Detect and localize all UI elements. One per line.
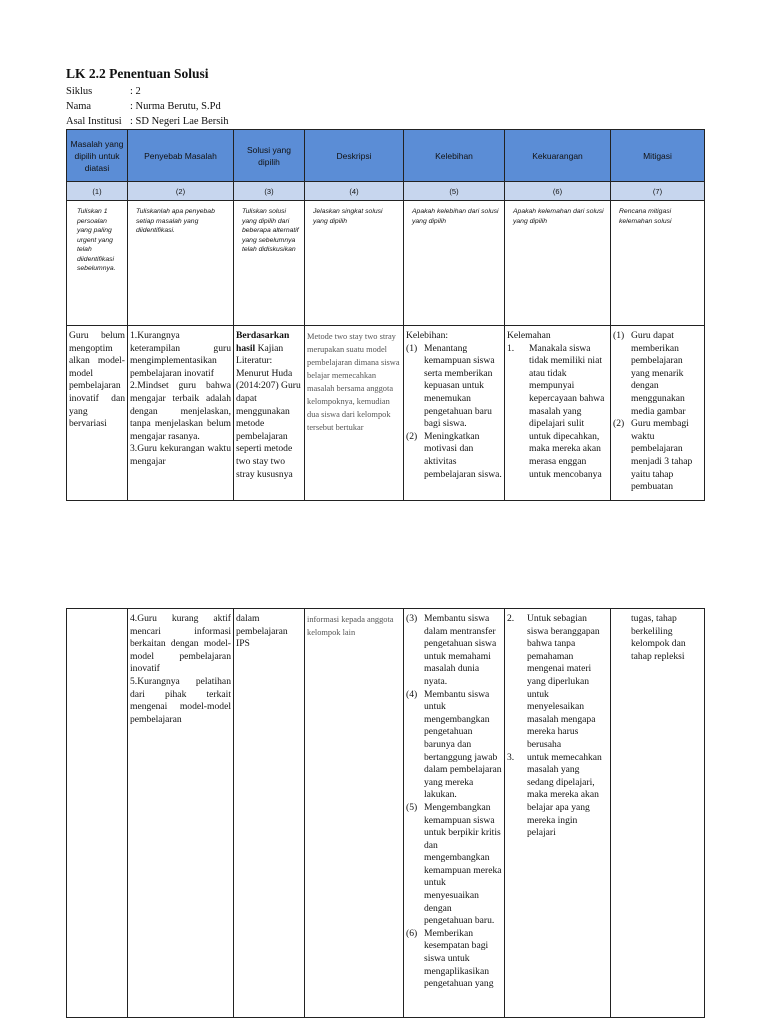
mitigasi-cell — [611, 326, 705, 501]
column-number: (2) — [128, 182, 234, 201]
solusi-cell — [234, 326, 305, 501]
column-number: (6) — [505, 182, 611, 201]
kelebihan-item: (1) Menantang kemampuan siswa serta memberikan kepuasan untuk menemukan pengetahuan baru bagi siswa. — [406, 342, 495, 430]
hint-text: Tuliskan 1 persoalan yang paling urgent yang telah diidentifikasi sebelumnya. — [67, 201, 128, 326]
content-row-continued — [67, 609, 705, 1018]
mitigasi-item: (2) Guru membagi waktu pembelajaran menjadi 3 tahap yaitu tahap pembuatan — [613, 418, 693, 493]
mitigasi-item: (1) Guru dapat memberikan pembelajaran yang menarik dengan menggunakan media gambar — [613, 330, 686, 417]
header-kekurangan: Kekuarangan — [505, 130, 611, 182]
kelebihan-item: (4) Membantu siswa untuk mengembangkan pengetahuan barunya dan bertanggung jawab dalam pembelajaran yang mereka lakukan. — [406, 688, 502, 801]
kelebihan-item: (2) Meningkatkan motivasi dan aktivitas pembelajaran siswa. — [406, 430, 502, 480]
meta-value: : 2 — [130, 86, 141, 97]
solution-table-page-1 — [66, 129, 705, 501]
hint-text: Jelaskan singkat solusi yang dipilih — [305, 201, 404, 326]
column-number: (4) — [305, 182, 404, 201]
column-number: (5) — [404, 182, 505, 201]
kelebihan-item: (3) Membantu siswa dalam mentransfer pengetahuan siswa untuk memahami masalah dunia nyata. — [406, 613, 497, 687]
header-mitigasi: Mitigasi — [611, 130, 705, 182]
number-row — [67, 182, 705, 201]
solusi-cell: dalam pembelajaran IPS — [234, 609, 305, 1018]
kelebihan-label: Kelebihan: — [406, 330, 449, 341]
content-row — [67, 326, 705, 501]
column-number: (7) — [611, 182, 705, 201]
penyebab-item: 3.Guru kekurangan waktu mengajar — [130, 443, 231, 467]
penyebab-cell — [128, 609, 234, 1018]
column-number: (1) — [67, 182, 128, 201]
solution-table-page-2 — [66, 608, 705, 1018]
deskripsi-cell: informasi kepada anggota kelompok lain — [305, 609, 404, 1018]
kekurangan-item: 3. untuk memecahkan masalah yang sedang dipelajari, maka mereka akan belajar apa yang mereka ingin pelajari — [507, 751, 602, 839]
kekurangan-item: 2. Untuk sebagian siswa beranggapan bahwa tanpa pemahaman mengenai materi yang diperlukan untuk menyelesaikan masalah mengapa mereka harus berusaha — [507, 613, 600, 750]
masalah-cell-empty — [67, 609, 128, 1018]
page-title: LK 2.2 Penentuan Solusi — [66, 66, 209, 81]
kekurangan-cell — [505, 326, 611, 501]
solusi-bold-text: Berdasarkan hasil — [236, 330, 290, 354]
hint-text: Tuliskanlah apa penyebab setiap masalah yang diidentifikasi. — [128, 201, 234, 326]
meta-key: Asal Institusi — [66, 116, 122, 127]
penyebab-item: 2.Mindset guru bahwa mengajar terbaik adalah dengan menjelaskan, tanpa menjelaskan belum mengajar rasanya. — [130, 380, 231, 442]
kekurangan-label: Kelemahan — [507, 330, 551, 341]
penyebab-cell — [128, 326, 234, 501]
hint-text: Tuliskan solusi yang dipilih dari beberapa alternatif yang sebelumnya telah didiskusikan — [234, 201, 305, 326]
penyebab-item: 5.Kurangnya pelatihan dari pihak terkait mengenai model-model pembelajaran — [130, 675, 231, 725]
deskripsi-cell: Metode two stay two stray merupakan suatu model pembelajaran dimana siswa belajar memecahkan masalah bersama anggota kelompoknya, kemudian dua siswa dari kelompok tersebut bertukar — [305, 326, 404, 501]
meta-institusi — [66, 114, 229, 129]
meta-siklus — [66, 84, 141, 99]
kelebihan-cell — [404, 609, 505, 1018]
meta-value: : Nurma Berutu, S.Pd — [130, 101, 221, 112]
kelebihan-cell — [404, 326, 505, 501]
penyebab-item: 1.Kurangnya keterampilan guru mengimplementasikan pembelajaran inovatif — [130, 330, 231, 379]
meta-nama — [66, 99, 221, 114]
meta-key: Nama — [66, 101, 92, 112]
solusi-text: Kajian Literatur: Menurut Huda (2014:207) Guru dapat menggunakan metode pembelajaran seperti metode two stay two stray kususnya — [236, 342, 301, 480]
kekurangan-cell — [505, 609, 611, 1018]
penyebab-item: 4.Guru kurang aktif mencari informasi berkaitan dengan model-model pembelajaran inovatif — [130, 613, 231, 675]
masalah-cell: Guru belum mengoptim alkan model-model pembelajaran inovatif dan yang bervariasi — [67, 326, 128, 501]
hint-row — [67, 201, 705, 326]
header-kelebihan: Kelebihan — [404, 130, 505, 182]
hint-text: Apakah kelemahan dari solusi yang dipilih — [505, 201, 611, 326]
hint-text: Rencana mitigasi kelemahan solusi — [611, 201, 705, 326]
header-solusi: Solusi yang dipilih — [234, 130, 305, 182]
header-deskripsi: Deskripsi — [305, 130, 404, 182]
header-row — [67, 130, 705, 182]
header-penyebab: Penyebab Masalah — [128, 130, 234, 182]
header-masalah: Masalah yang dipilih untuk diatasi — [67, 130, 128, 182]
hint-text: Apakah kelebihan dari solusi yang dipilih — [404, 201, 505, 326]
meta-key: Siklus — [66, 86, 93, 97]
kekurangan-item: 1. Manakala siswa tidak memiliki niat atau tidak mempunyai kepercayaan bahwa masalah yang dipelajari sulit untuk dipecahkan, maka mereka akan merasa enggan untuk mencobanya — [507, 342, 605, 480]
kelebihan-item: (6) Memberikan kesempatan bagi siswa untuk mengaplikasikan pengetahuan yang — [406, 927, 494, 990]
meta-value: : SD Negeri Lae Bersih — [130, 116, 229, 127]
mitigasi-cell: tugas, tahap berkeliling kelompok dan tahap repleksi — [611, 609, 705, 1018]
column-number: (3) — [234, 182, 305, 201]
kelebihan-item: (5) Mengembangkan kemampuan siswa untuk berpikir kritis dan mengembangkan kemampuan mereka untuk menyesuaikan dengan pengetahuan baru. — [406, 801, 502, 927]
